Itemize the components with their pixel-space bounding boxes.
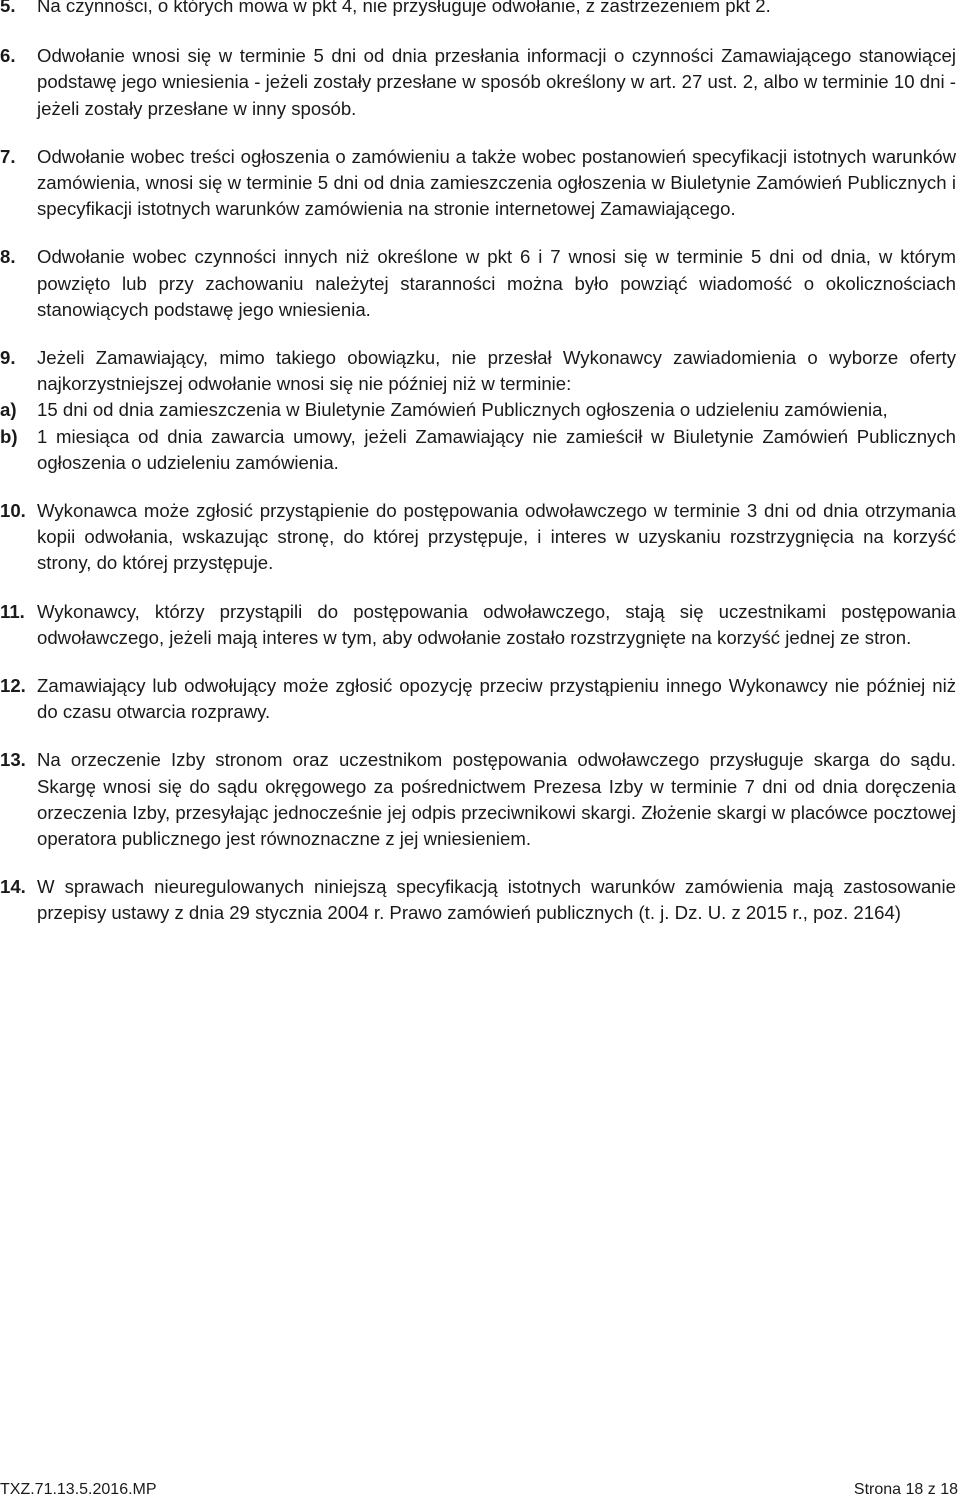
item-number: 9.	[0, 347, 16, 369]
sub-item-text: 1 miesiąca od dnia zawarcia umowy, jeżeli Zamawiający nie zamieścił w Biuletynie Zamówień Publicznych ogłoszenia o udzieleniu zamówienia.	[37, 425, 956, 473]
list-item-12	[0, 673, 958, 725]
list-item-11	[0, 599, 958, 651]
item-number: 10.	[0, 500, 26, 522]
sub-item-letter: b)	[0, 425, 18, 447]
item-text: Wykonawcy, którzy przystąpili do postępowania odwoławczego, stają się uczestnikami postępowania odwoławczego, jeżeli mają interes w tym, aby odwołanie zostało rozstrzygnięte na korzyść jednej ze stron.	[37, 600, 956, 648]
item-text: W sprawach nieuregulowanych niniejszą specyfikacją istotnych warunków zamówienia mają zastosowanie przepisy ustawy z dnia 29 stycznia 2004 r. Prawo zamówień publicznych (t. j. Dz. U. z 2015 r., poz. 2164)	[37, 876, 956, 924]
item-number: 12.	[0, 675, 26, 697]
list-item-13	[0, 747, 958, 852]
item-text: Na czynności, o których mowa w pkt 4, nie przysługuje odwołanie, z zastrzeżeniem pkt 2.	[37, 0, 771, 16]
sub-item-a	[0, 397, 956, 423]
sub-item-b	[0, 424, 956, 476]
list-item-7	[0, 144, 958, 223]
document-reference: TXZ.71.13.5.2016.MP	[0, 1481, 157, 1498]
item-text: Odwołanie wobec treści ogłoszenia o zamówieniu a także wobec postanowień specyfikacji istotnych warunków zamówienia, wnosi się w terminie 5 dni od dnia zamieszczenia ogłoszenia w Biuletynie Zamówień Publicznych i specyfikacji istotnych warunków zamówienia na stronie internetowej Zamawiającego.	[37, 145, 956, 220]
list-item-10	[0, 498, 958, 577]
page-number: Strona 18 z 18	[853, 1481, 958, 1498]
item-number: 14.	[0, 876, 26, 898]
item-number: 5.	[0, 0, 16, 16]
item-text: Na orzeczenie Izby stronom oraz uczestnikom postępowania odwoławczego przysługuje skarga do sądu. Skargę wnosi się do sądu okręgowego za pośrednictwem Prezesa Izby w terminie 7 dni od dnia doręczenia orzeczenia Izby, przesyłając jednocześnie jej odpis przeciwnikowi skargi. Złożenie skargi w placówce pocztowej operatora publicznego jest równoznaczne z jej wniesieniem.	[37, 749, 956, 850]
sub-item-text: 15 dni od dnia zamieszczenia w Biuletynie Zamówień Publicznych ogłoszenia o udzieleniu zamówienia,	[37, 399, 888, 421]
item-number: 13.	[0, 749, 26, 771]
list-item-14	[0, 874, 958, 926]
item-number: 8.	[0, 246, 16, 268]
list-item-9	[0, 345, 958, 476]
item-text: Jeżeli Zamawiający, mimo takiego obowiązku, nie przesłał Wykonawcy zawiadomienia o wyborze oferty najkorzystniejszej odwołanie wnosi się nie później niż w terminie:	[37, 347, 956, 395]
item-number: 6.	[0, 45, 16, 67]
item-number: 11.	[0, 600, 25, 622]
item-text: Odwołanie wobec czynności innych niż określone w pkt 6 i 7 wnosi się w terminie 5 dni od dnia, w którym powzięto lub przy zachowaniu należytej staranności można było powziąć wiadomość o okolicznościach stanowiących podstawę jego wniesienia.	[37, 246, 956, 320]
list-item-5	[0, 0, 958, 19]
item-number: 7.	[0, 145, 16, 167]
list-item-6	[0, 43, 958, 122]
item-text: Zamawiający lub odwołujący może zgłosić opozycję przeciw przystąpieniu innego Wykonawcy nie później niż do czasu otwarcia rozprawy.	[37, 675, 956, 723]
item-text: Wykonawca może zgłosić przystąpienie do postępowania odwoławczego w terminie 3 dni od dnia otrzymania kopii odwołania, wskazując stronę, do której przystępuje, i interes w uzyskaniu rozstrzygnięcia na korzyść strony, do której przystępuje.	[37, 500, 956, 574]
sub-item-letter: a)	[0, 399, 17, 421]
item-text: Odwołanie wnosi się w terminie 5 dni od dnia przesłania informacji o czynności Zamawiającego stanowiącej podstawę jego wniesienia - jeżeli zostały przesłane w sposób określony w art. 27 ust. 2, albo w terminie 10 dni - jeżeli zostały przesłane w inny sposób.	[37, 45, 956, 119]
list-item-8	[0, 244, 958, 323]
